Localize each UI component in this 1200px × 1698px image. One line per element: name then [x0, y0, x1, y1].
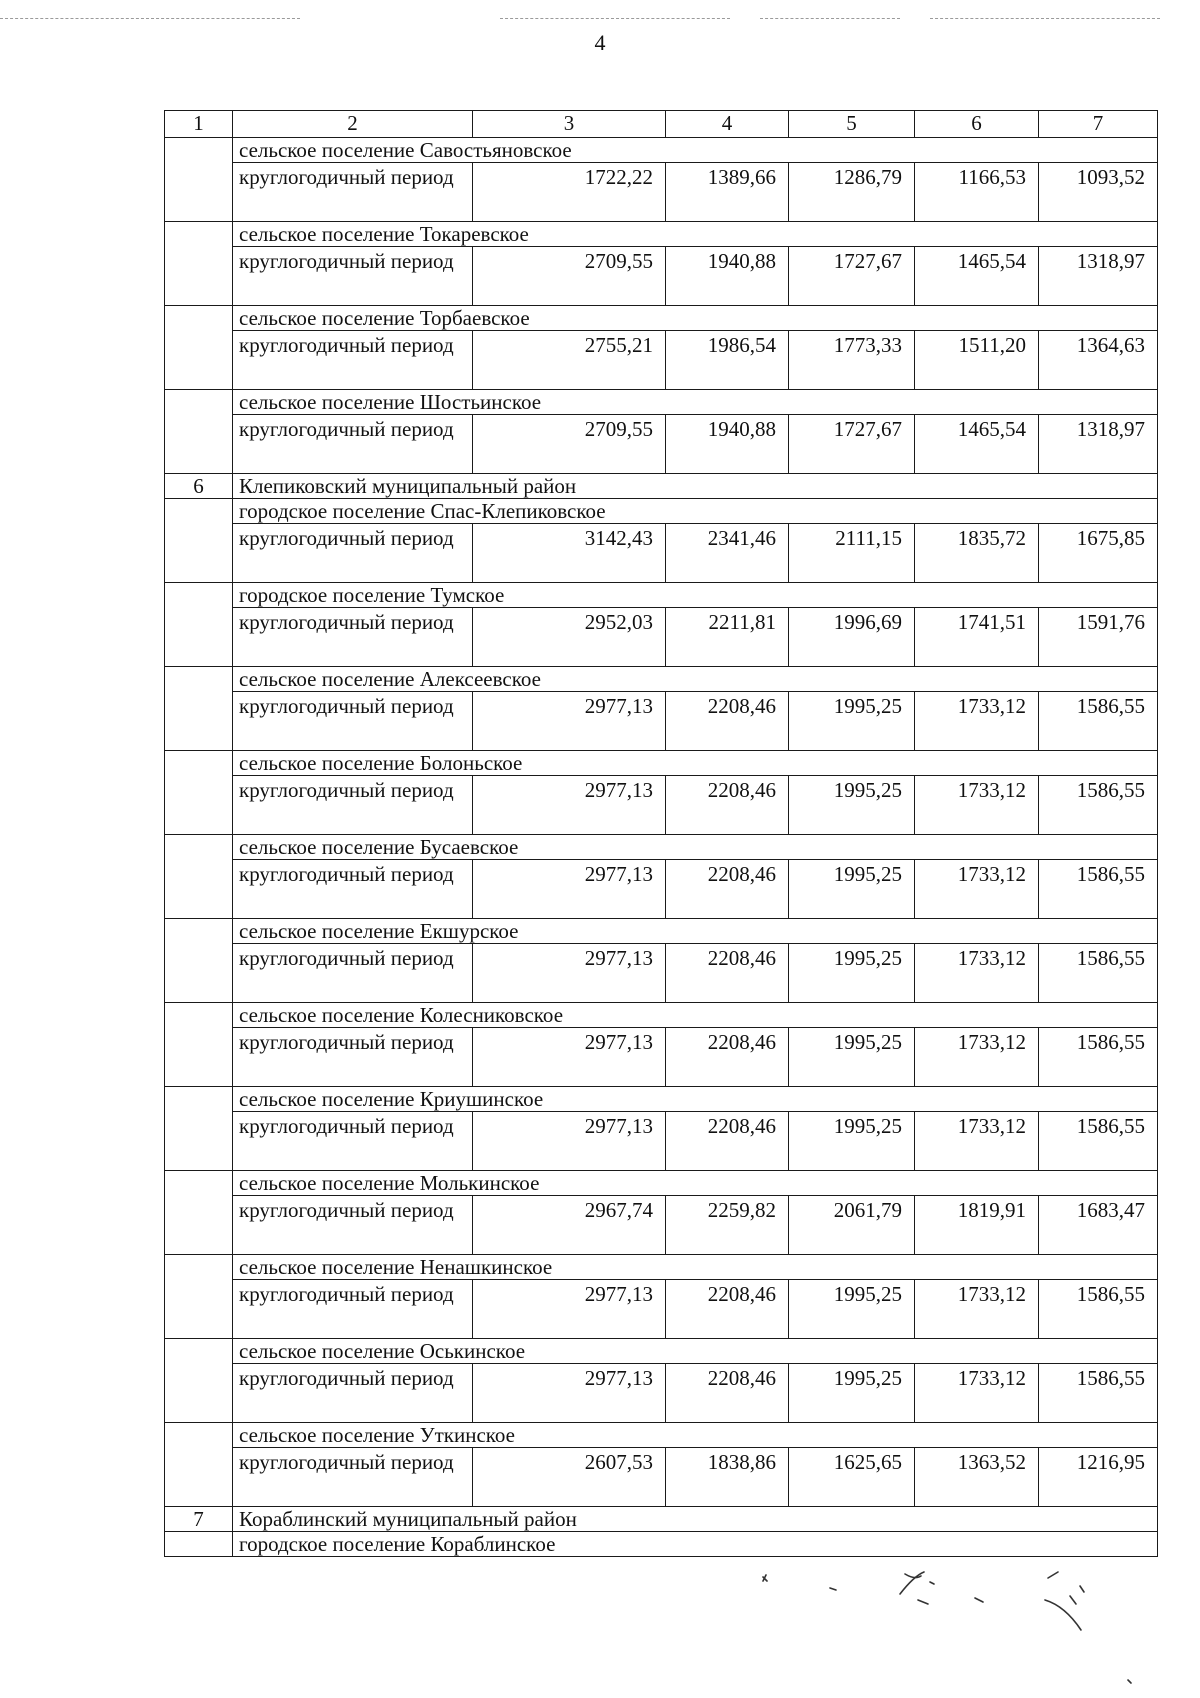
settlement-name: городское поселение Тумское	[233, 583, 1158, 608]
value-cell: 1216,95	[1039, 1448, 1158, 1507]
value-cell: 2977,13	[473, 1364, 666, 1423]
value-cell: 2208,46	[666, 860, 789, 919]
value-cell: 1625,65	[789, 1448, 915, 1507]
settlement-name: сельское поселение Бусаевское	[233, 835, 1158, 860]
period-cell: круглогодичный период	[233, 524, 473, 583]
period-cell: круглогодичный период	[233, 1448, 473, 1507]
value-cell: 1586,55	[1039, 692, 1158, 751]
value-cell: 2977,13	[473, 692, 666, 751]
value-cell: 1727,67	[789, 415, 915, 474]
value-cell: 1465,54	[915, 415, 1039, 474]
period-cell: круглогодичный период	[233, 163, 473, 222]
value-cell: 1286,79	[789, 163, 915, 222]
settlement-name: сельское поселение Торбаевское	[233, 306, 1158, 331]
value-cell: 1733,12	[915, 692, 1039, 751]
value-cell: 2709,55	[473, 415, 666, 474]
settlement-name: сельское поселение Ненашкинское	[233, 1255, 1158, 1280]
settlement-name: сельское поселение Уткинское	[233, 1423, 1158, 1448]
value-cell: 1093,52	[1039, 163, 1158, 222]
value-cell: 2208,46	[666, 944, 789, 1003]
header-cell: 1	[165, 111, 233, 138]
header-cell: 2	[233, 111, 473, 138]
value-cell: 2208,46	[666, 1112, 789, 1171]
value-cell: 1727,67	[789, 247, 915, 306]
settlement-name: сельское поселение Молькинское	[233, 1171, 1158, 1196]
value-cell: 1995,25	[789, 944, 915, 1003]
value-cell: 1389,66	[666, 163, 789, 222]
value-cell: 1733,12	[915, 1028, 1039, 1087]
period-cell: круглогодичный период	[233, 776, 473, 835]
period-cell: круглогодичный период	[233, 247, 473, 306]
value-cell: 1722,22	[473, 163, 666, 222]
value-cell: 1996,69	[789, 608, 915, 667]
header-cell: 5	[789, 111, 915, 138]
value-cell: 2709,55	[473, 247, 666, 306]
value-cell: 1995,25	[789, 1112, 915, 1171]
settlement-name: городское поселение Спас-Клепиковское	[233, 499, 1158, 524]
value-cell: 1733,12	[915, 776, 1039, 835]
value-cell: 2208,46	[666, 1028, 789, 1087]
settlement-name: сельское поселение Токаревское	[233, 222, 1158, 247]
header-cell: 6	[915, 111, 1039, 138]
header-cell: 7	[1039, 111, 1158, 138]
value-cell: 1940,88	[666, 247, 789, 306]
value-cell: 1318,97	[1039, 247, 1158, 306]
value-cell: 2977,13	[473, 1028, 666, 1087]
value-cell: 1586,55	[1039, 1280, 1158, 1339]
value-cell: 1819,91	[915, 1196, 1039, 1255]
value-cell: 1773,33	[789, 331, 915, 390]
value-cell: 2208,46	[666, 692, 789, 751]
value-cell: 2211,81	[666, 608, 789, 667]
value-cell: 1995,25	[789, 776, 915, 835]
value-cell: 1166,53	[915, 163, 1039, 222]
settlement-name: сельское поселение Криушинское	[233, 1087, 1158, 1112]
value-cell: 1465,54	[915, 247, 1039, 306]
period-cell: круглогодичный период	[233, 860, 473, 919]
district-name: Кораблинский муниципальный район	[233, 1507, 1158, 1532]
value-cell: 1838,86	[666, 1448, 789, 1507]
value-cell: 1591,76	[1039, 608, 1158, 667]
value-cell: 2061,79	[789, 1196, 915, 1255]
value-cell: 1995,25	[789, 1364, 915, 1423]
value-cell: 2977,13	[473, 944, 666, 1003]
value-cell: 1363,52	[915, 1448, 1039, 1507]
value-cell: 2977,13	[473, 860, 666, 919]
value-cell: 2111,15	[789, 524, 915, 583]
period-cell: круглогодичный период	[233, 331, 473, 390]
value-cell: 1364,63	[1039, 331, 1158, 390]
value-cell: 2952,03	[473, 608, 666, 667]
settlement-name: сельское поселение Алексеевское	[233, 667, 1158, 692]
period-cell: круглогодичный период	[233, 608, 473, 667]
period-cell: круглогодичный период	[233, 415, 473, 474]
value-cell: 2208,46	[666, 1364, 789, 1423]
value-cell: 1835,72	[915, 524, 1039, 583]
period-cell: круглогодичный период	[233, 1364, 473, 1423]
header-cell: 3	[473, 111, 666, 138]
period-cell: круглогодичный период	[233, 1280, 473, 1339]
period-cell: круглогодичный период	[233, 1112, 473, 1171]
value-cell: 2259,82	[666, 1196, 789, 1255]
value-cell: 1995,25	[789, 1280, 915, 1339]
value-cell: 1586,55	[1039, 944, 1158, 1003]
value-cell: 1586,55	[1039, 776, 1158, 835]
settlement-name: сельское поселение Екшурское	[233, 919, 1158, 944]
value-cell: 2977,13	[473, 1112, 666, 1171]
value-cell: 1733,12	[915, 1364, 1039, 1423]
value-cell: 3142,43	[473, 524, 666, 583]
value-cell: 1586,55	[1039, 1112, 1158, 1171]
value-cell: 2208,46	[666, 776, 789, 835]
item-number-cell: 7	[165, 1507, 233, 1532]
value-cell: 1986,54	[666, 331, 789, 390]
value-cell: 1940,88	[666, 415, 789, 474]
page-number: 4	[594, 30, 606, 55]
value-cell: 2607,53	[473, 1448, 666, 1507]
settlement-name: сельское поселение Савостьяновское	[233, 138, 1158, 163]
value-cell: 1733,12	[915, 1112, 1039, 1171]
settlement-name: сельское поселение Болоньское	[233, 751, 1158, 776]
value-cell: 1586,55	[1039, 1364, 1158, 1423]
value-cell: 1995,25	[789, 692, 915, 751]
value-cell: 1586,55	[1039, 860, 1158, 919]
value-cell: 2977,13	[473, 776, 666, 835]
item-number-cell: 6	[165, 474, 233, 499]
value-cell: 1733,12	[915, 944, 1039, 1003]
value-cell: 1995,25	[789, 860, 915, 919]
value-cell: 1683,47	[1039, 1196, 1158, 1255]
header-cell: 4	[666, 111, 789, 138]
value-cell: 1586,55	[1039, 1028, 1158, 1087]
value-cell: 2341,46	[666, 524, 789, 583]
period-cell: круглогодичный период	[233, 1028, 473, 1087]
settlement-name: сельское поселение Оськинское	[233, 1339, 1158, 1364]
value-cell: 1318,97	[1039, 415, 1158, 474]
value-cell: 2967,74	[473, 1196, 666, 1255]
period-cell: круглогодичный период	[233, 944, 473, 1003]
value-cell: 2755,21	[473, 331, 666, 390]
settlement-name: сельское поселение Шостьинское	[233, 390, 1158, 415]
settlement-name: сельское поселение Колесниковское	[233, 1003, 1158, 1028]
value-cell: 2977,13	[473, 1280, 666, 1339]
value-cell: 1733,12	[915, 860, 1039, 919]
period-cell: круглогодичный период	[233, 692, 473, 751]
value-cell: 1995,25	[789, 1028, 915, 1087]
settlement-name: городское поселение Кораблинское	[233, 1532, 1158, 1557]
value-cell: 2208,46	[666, 1280, 789, 1339]
period-cell: круглогодичный период	[233, 1196, 473, 1255]
value-cell: 1511,20	[915, 331, 1039, 390]
value-cell: 1741,51	[915, 608, 1039, 667]
value-cell: 1675,85	[1039, 524, 1158, 583]
value-cell: 1733,12	[915, 1280, 1039, 1339]
district-name: Клепиковский муниципальный район	[233, 474, 1158, 499]
